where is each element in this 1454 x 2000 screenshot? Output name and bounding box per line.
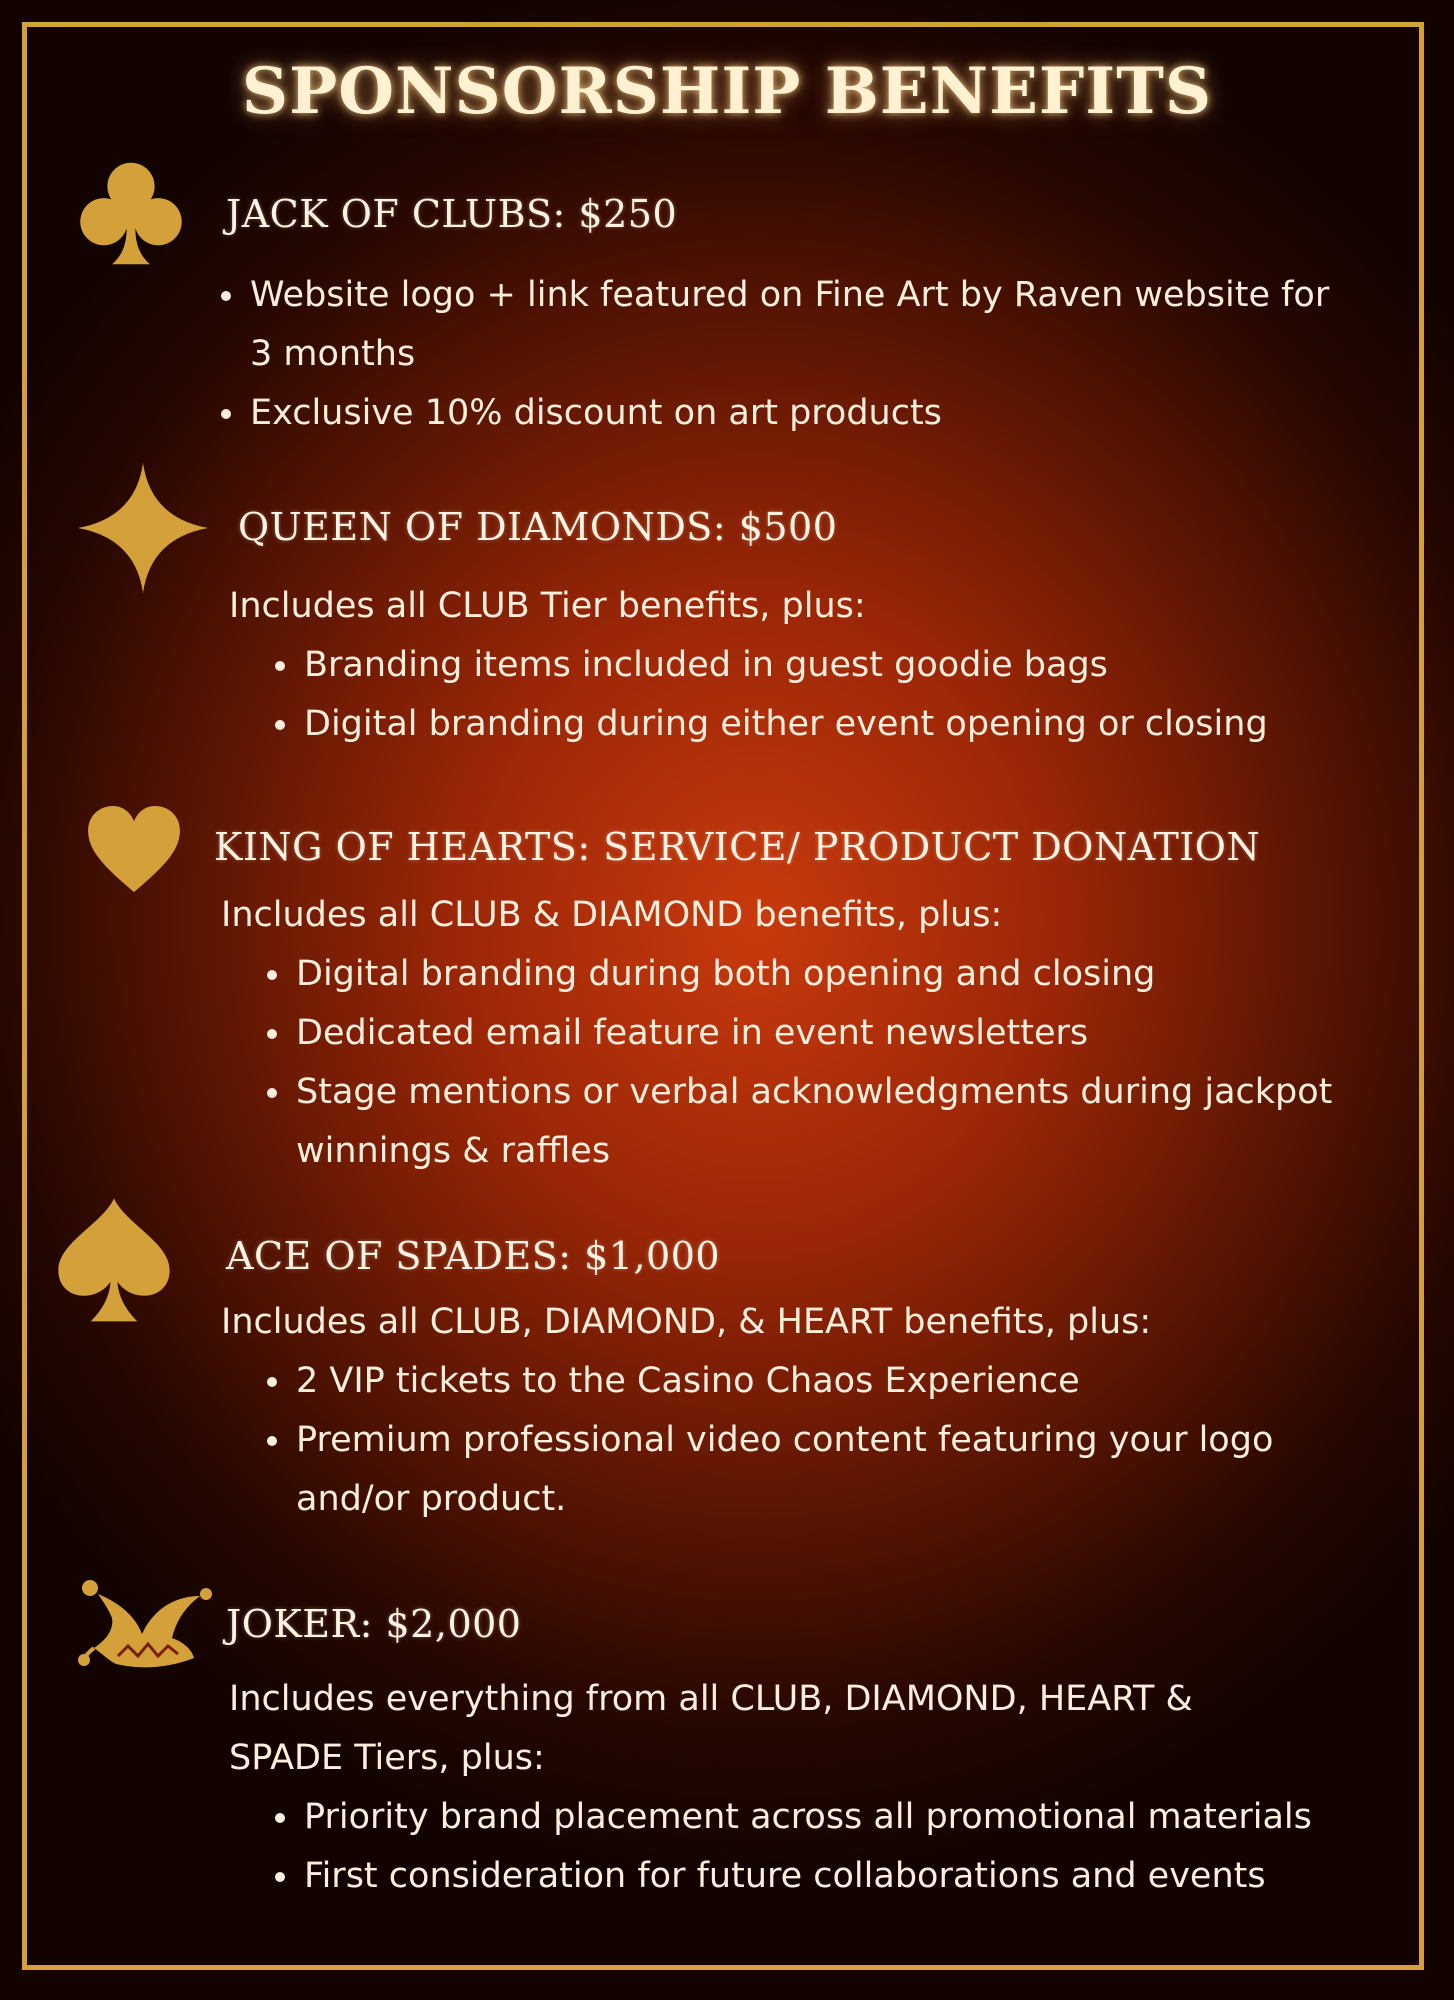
benefit-list — [264, 1788, 1422, 1906]
benefit-list — [256, 945, 1394, 1181]
benefit-item: • Digital branding during either event opening or closing — [302, 695, 1402, 754]
tier-heading: JACK OF CLUBS: $250 — [226, 192, 678, 236]
benefit-item: • Dedicated email feature in event newsletters — [294, 1004, 1394, 1063]
club-icon — [72, 158, 190, 276]
benefit-item: • First consideration for future collaborations and events — [302, 1847, 1422, 1906]
tier-heading: JOKER: $2,000 — [226, 1602, 522, 1646]
jester-hat-icon — [72, 1578, 212, 1672]
benefit-list — [210, 266, 1338, 443]
benefit-item: • Stage mentions or verbal acknowledgments during jackpot winnings & raffles — [294, 1063, 1394, 1181]
tier-heading: KING OF HEARTS: SERVICE/ PRODUCT DONATION — [214, 825, 1261, 869]
tier-heading: ACE OF SPADES: $1,000 — [226, 1234, 721, 1278]
tier-intro: Includes all CLUB Tier benefits, plus: — [229, 586, 866, 626]
tier-intro: Includes all CLUB, DIAMOND, & HEART benefits, plus: — [221, 1302, 1152, 1342]
heart-icon — [86, 806, 182, 894]
tier-intro: Includes everything from all CLUB, DIAMOND, HEART & SPADE Tiers, plus: — [229, 1679, 1193, 1778]
benefit-item: • Branding items included in guest goodie bags — [302, 636, 1402, 695]
tier-heading: QUEEN OF DIAMONDS: $500 — [238, 505, 838, 549]
benefit-item: • Exclusive 10% discount on art products — [248, 384, 1338, 443]
benefit-item: • Priority brand placement across all promotional materials — [302, 1788, 1422, 1847]
benefit-item: • Premium professional video content featuring your logo and/or product. — [294, 1411, 1384, 1529]
diamond-icon — [78, 462, 208, 594]
tier-intro: Includes all CLUB & DIAMOND benefits, plus: — [221, 895, 1003, 935]
benefit-list — [264, 636, 1402, 754]
spade-icon — [56, 1198, 172, 1324]
benefit-item: • Website logo + link featured on Fine Art by Raven website for 3 months — [248, 266, 1338, 384]
benefit-item: • Digital branding during both opening and closing — [294, 945, 1394, 1004]
benefit-list — [256, 1352, 1384, 1529]
page-title: SPONSORSHIP BENEFITS — [241, 54, 1213, 129]
benefit-item: • 2 VIP tickets to the Casino Chaos Experience — [294, 1352, 1384, 1411]
